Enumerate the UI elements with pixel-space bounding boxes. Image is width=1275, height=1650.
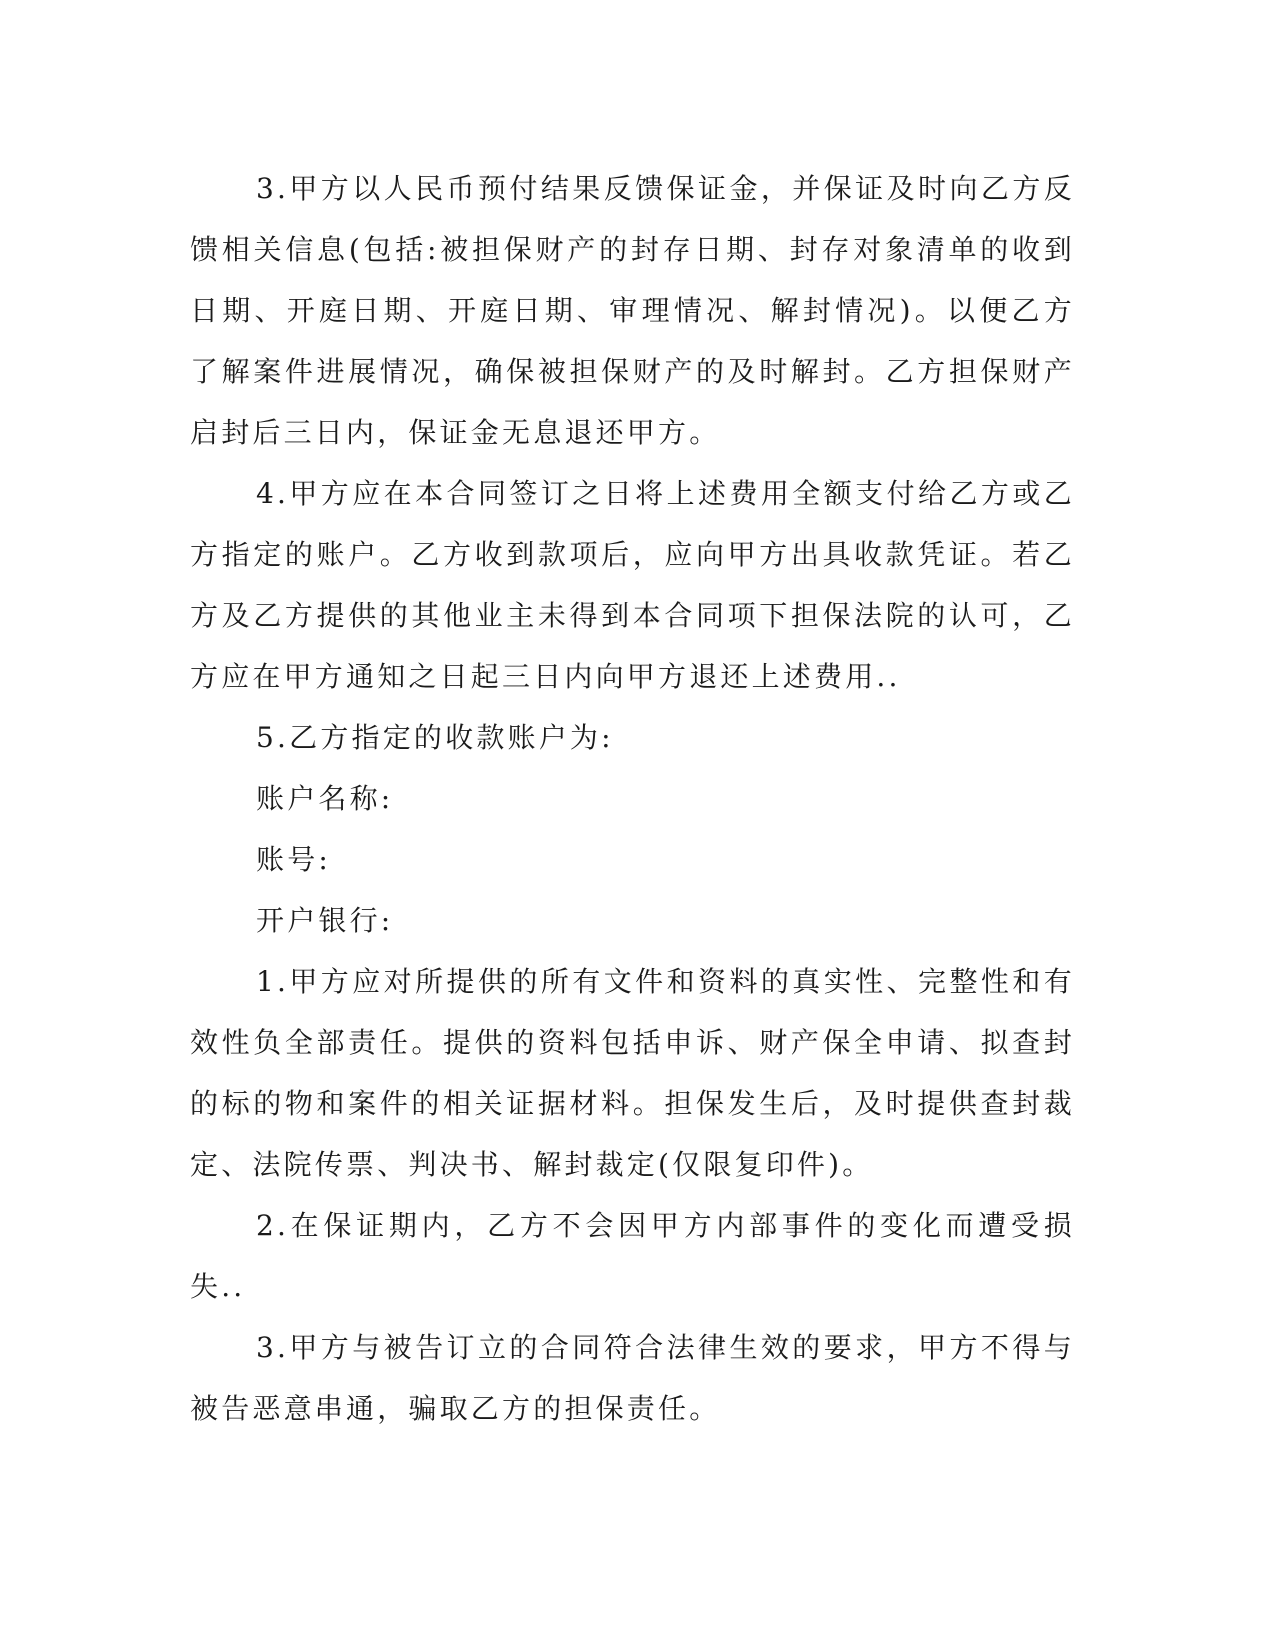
paragraph-deposit-feedback: 3.甲方以人民币预付结果反馈保证金，并保证及时向乙方反馈相关信息(包括:被担保财产的封存日期、封存对象清单的收到日期、开庭日期、开庭日期、审理情况、解封情况)。以便乙方了解案件进展情况，确保被担保财产的及时解封。乙方担保财产启封后三日内，保证金无息退还甲方。 [190,172,1075,449]
paragraph-no-loss: 2.在保证期内，乙方不会因甲方内部事件的变化而遭受损失.. [190,1209,1075,1303]
paragraph-document-responsibility: 1.甲方应对所提供的所有文件和资料的真实性、完整性和有效性负全部责任。提供的资料包括申诉、财产保全申请、拟查封的标的物和案件的相关证据材料。担保发生后，及时提供查封裁定、法院传票、判决书、解封裁定(仅限复印件)。 [190,965,1075,1181]
field-account-name: 账户名称: [256,782,394,815]
field-account-number: 账号: [256,843,332,876]
paragraph-account-heading: 5.乙方指定的收款账户为: [256,721,614,754]
field-bank: 开户银行: [256,904,394,937]
document-body [190,158,1075,1439]
paragraph-contract-validity: 3.甲方与被告订立的合同符合法律生效的要求，甲方不得与被告恶意串通，骗取乙方的担保责任。 [190,1331,1075,1425]
paragraph-payment-terms: 4.甲方应在本合同签订之日将上述费用全额支付给乙方或乙方指定的账户。乙方收到款项后，应向甲方出具收款凭证。若乙方及乙方提供的其他业主未得到本合同项下担保法院的认可，乙方应在甲方通知之日起三日内向甲方退还上述费用.. [190,477,1075,693]
